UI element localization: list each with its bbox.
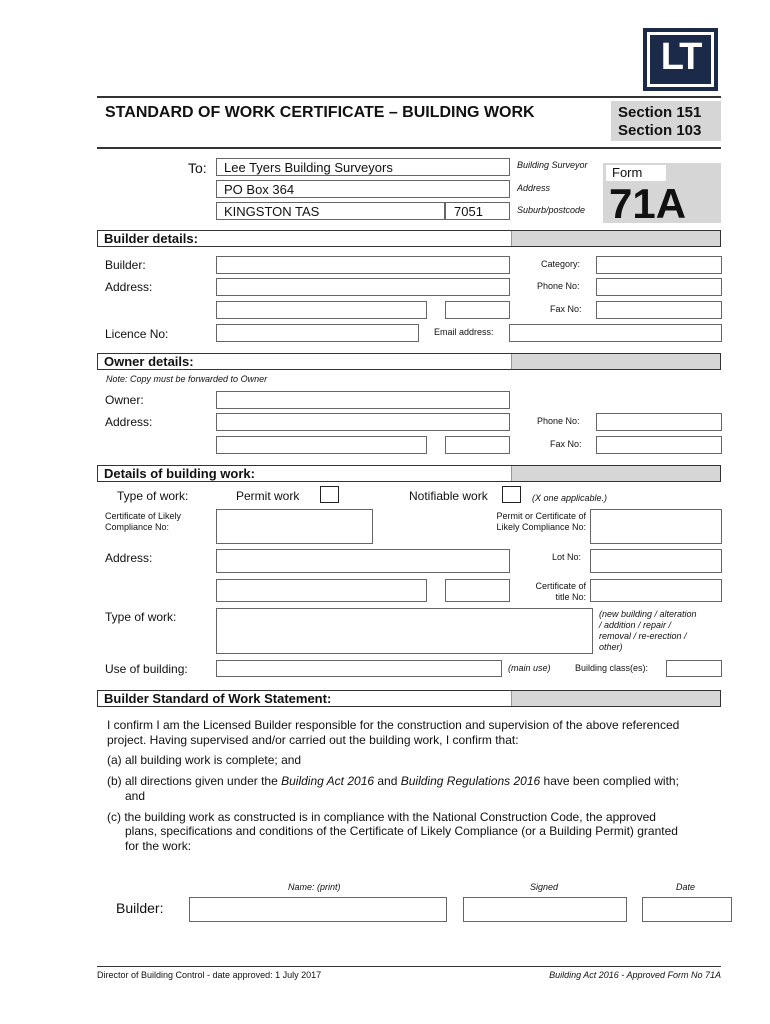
surveyor-label: Building Surveyor	[517, 160, 588, 170]
builder-address-input-1[interactable]	[216, 278, 510, 296]
work-section-header	[97, 465, 721, 482]
permit-cert-label-1: Permit or Certificate of	[496, 511, 586, 521]
use-of-building-label: Use of building:	[105, 662, 188, 676]
signed-label: Signed	[530, 882, 559, 892]
cert-title-input[interactable]	[590, 579, 722, 602]
work-address-input-2[interactable]	[216, 579, 427, 602]
owner-fax-input[interactable]	[596, 436, 722, 454]
licence-label: Licence No:	[105, 327, 169, 341]
permit-cert-label-2: Likely Compliance No:	[496, 522, 586, 532]
type-hint-4: other)	[599, 642, 623, 652]
builder-name-input[interactable]	[216, 256, 510, 274]
builder-heading: Builder details:	[104, 231, 198, 246]
builder-address-label: Address:	[105, 280, 153, 294]
cert-title-label-2: title No:	[555, 592, 586, 602]
category-label: Category:	[541, 259, 581, 269]
cert-title-label-1: Certificate of	[535, 581, 586, 591]
work-heading: Details of building work:	[104, 466, 255, 481]
surveyor-value: Lee Tyers Building Surveyors	[224, 160, 393, 175]
date-label: Date	[676, 882, 696, 892]
owner-address-input-2[interactable]	[216, 436, 427, 454]
date-input[interactable]	[642, 897, 732, 922]
statement-b-1: (b) all directions given under the	[107, 774, 282, 788]
form-number: 71A	[609, 180, 687, 227]
statement-intro-1: I confirm I am the Licensed Builder responsible for the construction and supervision of the above referenced	[107, 718, 680, 732]
permit-work-label: Permit work	[236, 489, 300, 503]
category-input[interactable]	[596, 256, 722, 274]
statement-b-line-1	[107, 774, 679, 789]
type-hint-3: removal / re-erection /	[599, 631, 687, 641]
builder-fax-input[interactable]	[596, 301, 722, 319]
statement-c-1: (c) the building work as constructed is in compliance with the National Construction Code, the approved	[107, 810, 656, 824]
use-of-building-input[interactable]	[216, 660, 502, 677]
page-title: STANDARD OF WORK CERTIFICATE – BUILDING WORK	[105, 104, 535, 121]
statement-c-2: plans, specifications and conditions of the Certificate of Likely Compliance (or a Building Permit) granted	[125, 824, 678, 838]
builder-section-header	[97, 230, 721, 247]
type-hint-2: / addition / repair /	[599, 620, 672, 630]
type-hint-1: (new building / alteration	[599, 609, 697, 619]
owner-phone-input[interactable]	[596, 413, 722, 431]
title-bottom-rule	[97, 147, 721, 149]
email-label: Email address:	[434, 327, 494, 337]
work-address-label: Address:	[105, 551, 153, 565]
builder-phone-label: Phone No:	[537, 281, 580, 291]
work-postcode-input[interactable]	[445, 579, 510, 602]
postcode-field[interactable]	[445, 202, 510, 220]
statement-b-3: and	[125, 789, 146, 803]
builder-phone-input[interactable]	[596, 278, 722, 296]
owner-heading: Owner details:	[104, 354, 194, 369]
work-address-input-1[interactable]	[216, 549, 510, 573]
owner-note: Note: Copy must be forwarded to Owner	[106, 374, 268, 384]
statement-c-3: for the work:	[125, 839, 192, 853]
address-value: PO Box 364	[224, 182, 295, 197]
cert-likely-label-2: Compliance No:	[105, 522, 170, 532]
permit-cert-input[interactable]	[590, 509, 722, 544]
notifiable-work-label: Notifiable work	[409, 489, 488, 503]
owner-address-label: Address:	[105, 415, 153, 429]
title-top-rule	[97, 96, 721, 98]
section-103: Section 103	[618, 122, 702, 139]
work-type-label: Type of work:	[117, 489, 189, 503]
type-of-work-label: Type of work:	[105, 610, 177, 624]
owner-label: Owner:	[105, 393, 144, 407]
footer-right: Building Act 2016 - Approved Form No 71A	[549, 970, 721, 980]
statement-intro-2: project. Having supervised and/or carried out the building work, I confirm that:	[107, 733, 519, 747]
to-label: To:	[188, 160, 207, 176]
building-regs-ref: Building Regulations 2016	[400, 774, 541, 788]
statement-heading: Builder Standard of Work Statement:	[104, 691, 332, 706]
owner-phone-label: Phone No:	[537, 416, 580, 426]
section-151: Section 151	[618, 104, 702, 121]
building-class-label: Building class(es):	[575, 663, 649, 673]
owner-postcode-input[interactable]	[445, 436, 510, 454]
builder-fax-label: Fax No:	[550, 304, 582, 314]
owner-address-input-1[interactable]	[216, 413, 510, 431]
suburb-value: KINGSTON TAS	[224, 204, 320, 219]
statement-b-and: and	[374, 774, 401, 788]
suburb-label: Suburb/postcode	[517, 205, 586, 215]
owner-name-input[interactable]	[216, 391, 510, 409]
x-one-applicable: (X one applicable.)	[532, 493, 608, 503]
postcode-value: 7051	[454, 204, 483, 219]
owner-fax-label: Fax No:	[550, 439, 582, 449]
footer-rule	[97, 966, 721, 967]
address-label: Address	[517, 183, 551, 193]
lot-label: Lot No:	[552, 552, 582, 562]
lot-input[interactable]	[590, 549, 722, 573]
footer-left: Director of Building Control - date approved: 1 July 2017	[97, 970, 322, 980]
form-label: Form	[612, 165, 643, 180]
main-use-label: (main use)	[508, 663, 551, 673]
permit-work-checkbox[interactable]	[320, 486, 339, 503]
statement-a: (a) all building work is complete; and	[107, 753, 302, 767]
building-act-ref: Building Act 2016	[281, 774, 375, 788]
address-field[interactable]	[216, 180, 510, 198]
builder-label: Builder:	[105, 258, 146, 272]
signature-builder-label: Builder:	[116, 900, 164, 916]
suburb-field[interactable]	[216, 202, 445, 220]
surveyor-field[interactable]	[216, 158, 510, 176]
builder-postcode-input[interactable]	[445, 301, 510, 319]
statement-section-header	[97, 690, 721, 707]
signature-input[interactable]	[463, 897, 627, 922]
building-class-input[interactable]	[666, 660, 722, 677]
statement-b-2: have been complied with;	[540, 774, 679, 788]
licence-input[interactable]	[216, 324, 419, 342]
owner-section-header	[97, 353, 721, 370]
cert-likely-input[interactable]	[216, 509, 373, 544]
logo-text: LT	[650, 35, 711, 84]
type-of-work-input[interactable]	[216, 608, 593, 654]
notifiable-work-checkbox[interactable]	[502, 486, 521, 503]
lt-logo	[643, 28, 718, 91]
name-print-label: Name: (print)	[288, 882, 341, 892]
cert-likely-label-1: Certificate of Likely	[105, 511, 182, 521]
name-print-input[interactable]	[189, 897, 447, 922]
email-input[interactable]	[509, 324, 722, 342]
builder-address-input-2[interactable]	[216, 301, 427, 319]
